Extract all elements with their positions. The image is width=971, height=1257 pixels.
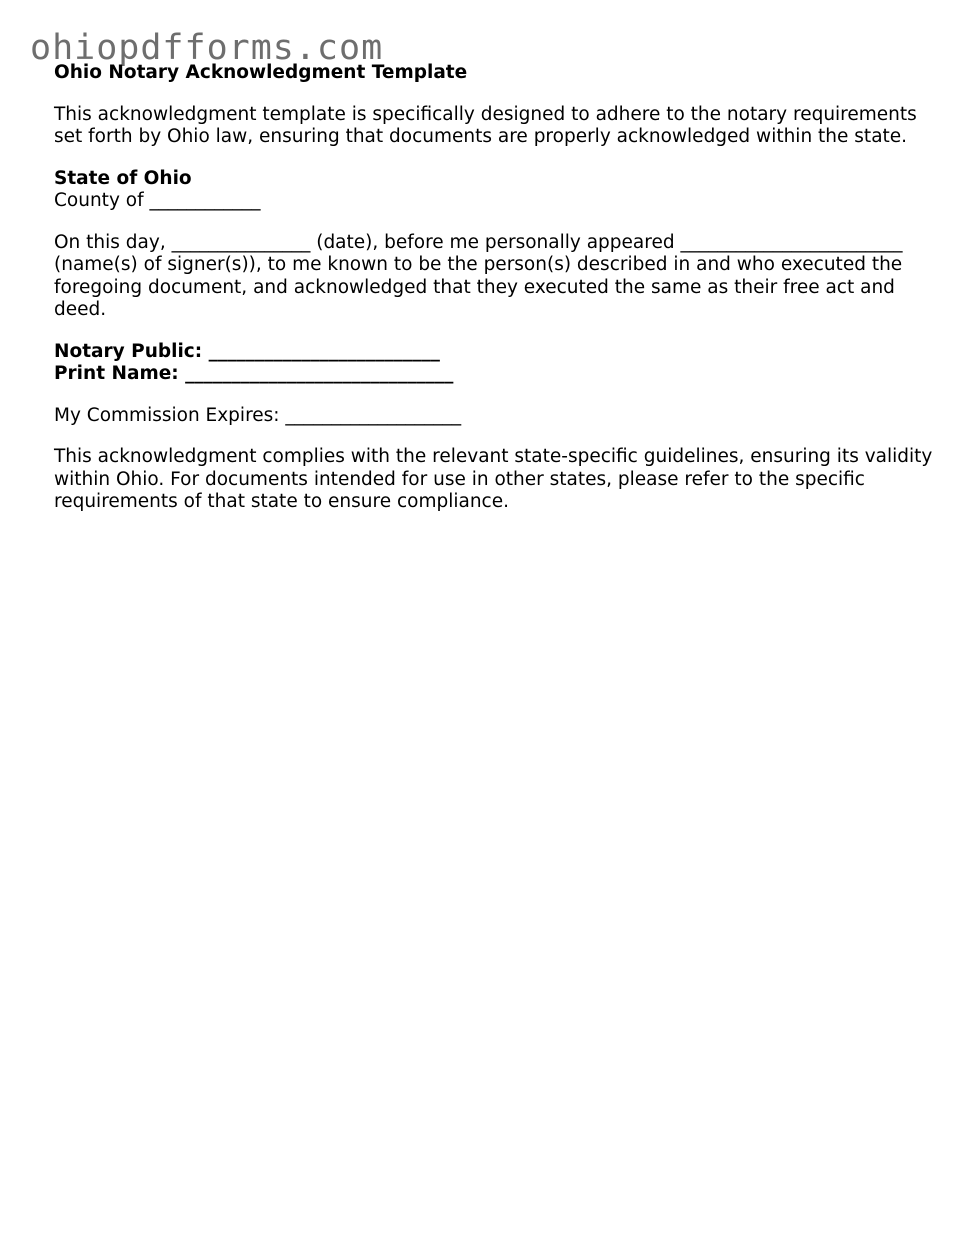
commission-expires-field: My Commission Expires: ___________________ bbox=[54, 404, 462, 426]
site-watermark: ohiopdfforms.com bbox=[30, 28, 384, 68]
intro-paragraph: This acknowledgment template is specifically designed to adhere to the notary requirements set forth by Ohio law, ensuring that documents are properly acknowledged within the state. bbox=[54, 103, 917, 147]
state-heading: State of Ohio bbox=[54, 167, 192, 189]
venue-block bbox=[54, 168, 934, 213]
signature-block bbox=[54, 341, 934, 386]
closing-paragraph: This acknowledgment complies with the relevant state-specific guidelines, ensuring its validity within Ohio. For documents intended for use in other states, please refer to the specific requirements of that state to ensure compliance. bbox=[54, 446, 933, 512]
county-field: County of ____________ bbox=[54, 190, 261, 211]
document-page bbox=[54, 62, 934, 533]
document-title: Ohio Notary Acknowledgment Template bbox=[54, 62, 468, 83]
notary-public-field: Notary Public: _________________________ bbox=[54, 340, 440, 362]
acknowledgment-paragraph: On this day, _______________ (date), before me personally appeared ________________________ (name(s) of signer(s)), to me known to be the person(s) described in and who executed the foregoing document, and acknowledged that they executed the same as their free act and deed. bbox=[54, 231, 903, 320]
print-name-field: Print Name: _____________________________ bbox=[54, 363, 454, 384]
